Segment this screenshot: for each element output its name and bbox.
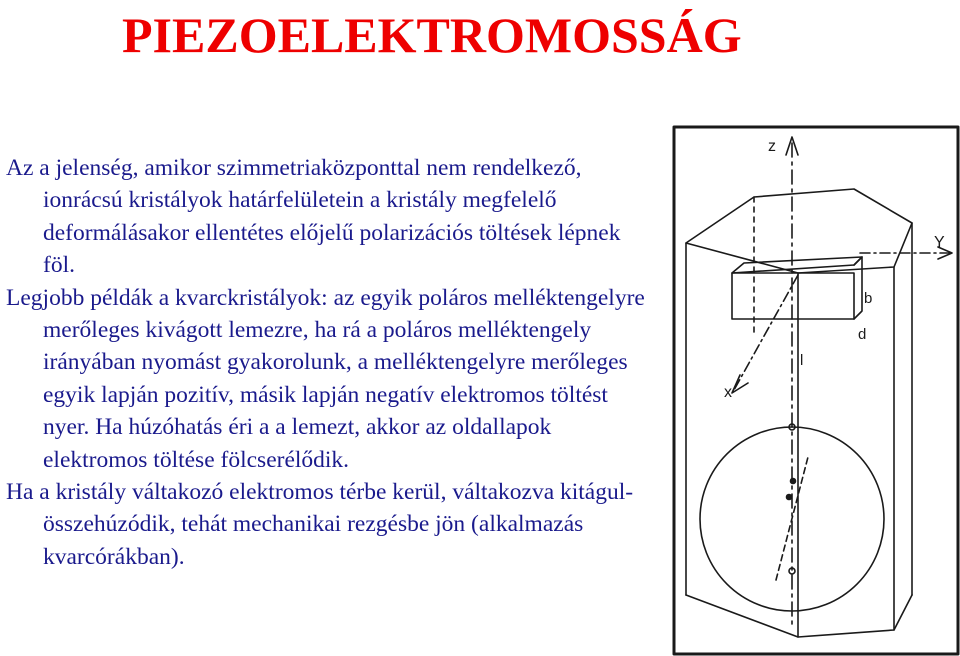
circle-dot-2 [787, 495, 792, 500]
circle-dot-1 [791, 479, 796, 484]
hexagon-bottom [686, 595, 912, 637]
paragraph-definition: Az a jelenség, amikor szimmetriaközponttal nem rendelkező, ionrácsú kristályok határfelületein a kristály megfelelő deformálásakor ellentétes előjelű polarizációs töltések lépnek föl. [6, 155, 621, 279]
z-axis-label: z [768, 138, 776, 155]
quartz-crystal-figure [672, 125, 960, 656]
figure-frame [674, 127, 958, 654]
plate-front-face [732, 273, 854, 319]
plate-label-l: l [800, 352, 804, 369]
page-title: PIEZOELEKTROMOSSÁG [122, 7, 742, 63]
plate-label-b: b [864, 290, 873, 307]
x-axis [734, 275, 798, 390]
body-text [6, 152, 656, 573]
plate-side-face [854, 257, 862, 319]
x-axis-label: x [724, 384, 732, 401]
y-axis-label: Y [934, 234, 945, 251]
plate-label-d: d [858, 326, 867, 343]
x-arrow-head [732, 375, 748, 393]
crystal-diagram [672, 125, 960, 656]
paragraph-quartz-example: Legjobb példák a kvarckristályok: az egyik poláros melléktengelyre merőleges kivágott lemezre, ha rá a poláros melléktengely irányában nyomást gyakorolunk, a melléktengelyre merőleges egyik lapján pozitív, másik lapján negatív elektromos töltést nyer. Ha húzóhatás éri a a lemezt, akkor az oldallapok elektromos töltése fölcserélődik. [6, 284, 645, 473]
paragraph-application: Ha a kristály váltakozó elektromos térbe kerül, váltakozva kitágul-összehúzódik, tehát mechanikai rezgésbe jön (alkalmazás kvarcórákban). [6, 479, 634, 570]
